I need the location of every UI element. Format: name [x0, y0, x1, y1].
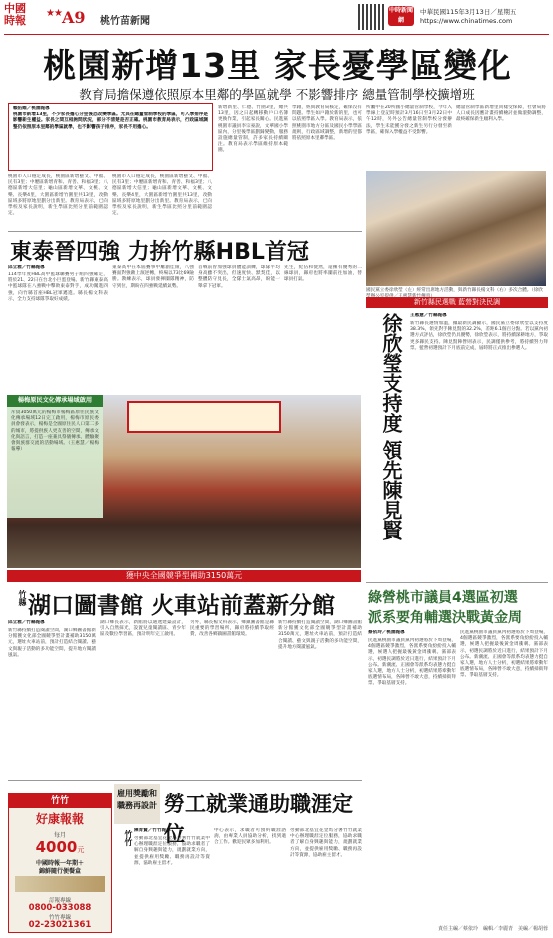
hbl-body: 首戰前曾加強球員體能訓練，球隊平均身高雖不突出，但速度快、默契佳，以整體防守見長，全隊士氣高昂，盼能一舉拿下冠軍。	[198, 265, 280, 289]
brand-badge: 中時新聞網	[388, 7, 413, 24]
hbl-body: 114學年度HBL高中籃球聯賽男子組四強確定，將於21、22日在台北小巨蛋登場。新竹縣東泰高中籃球隊在八強戰中擊敗東泰對手，成功闖進四強，向竹縣首座HBL冠軍邁進。縣長楊文科表示，全力支持球隊爭取好成績。	[8, 272, 108, 302]
ad-price-unit: 元	[77, 846, 85, 854]
region-tag: 竹縣	[18, 590, 27, 606]
ad-brand: 竹竹	[9, 794, 111, 808]
labor-body: 勞動部北基宜花金馬分署竹竹就業中心辦理職涯定位服務，協助求職者了解自身興趣與能力，規劃就業方向，並提供雇用獎勵、職務再設計等資源，協助雇主留才。	[134, 836, 210, 866]
labor-headline: 勞工就業通助職涯定位	[164, 792, 353, 846]
qr-code-icon[interactable]	[358, 4, 384, 30]
section-banner: 新竹縣民選戰 藍營對決民調	[366, 297, 548, 308]
ad-line: 中國時報一年期＋	[35, 860, 84, 867]
lead-headline: 桃園新增13里 家長憂學區變化	[43, 46, 512, 85]
lead-subheadline: 教育局擔保遵依照原本里鄰的學區就學 不影響排序 總量管制學校擴增班	[79, 87, 475, 102]
issue-date: 中華民國115年3月13日／星期五	[420, 8, 517, 16]
region-tag: 竹竹	[124, 830, 133, 846]
byline: 賴佑維／桃園報導	[13, 106, 50, 111]
subscription-ad[interactable]	[8, 793, 112, 933]
sidebar-title: 楊梅原民文化傳承場域啟用	[7, 395, 103, 407]
ad-phone-label: 竹竹專線	[48, 915, 71, 921]
labor-sidebar-tag: 雇用獎勵和職務再設計	[114, 784, 160, 824]
lead-body: 桃園市人口穩定成長，桃園區新增藝文、中福、民有3里；中壢區新增青和、青善、和福3里；八德區新增大信里；龜山區新增文華、文桃、文樂、長樂4里，大園區新增竹圍里共13里，改動區域多將原地里劃分出新里。教育局表示，已向學校及家長說明，新生學區比照分里前範圍認定。	[8, 174, 108, 217]
xu-headline: 徐欣瑩支持度 領先陳見賢	[379, 313, 403, 540]
header-divider	[4, 34, 549, 35]
byline: 邱立雅／竹縣報導	[8, 265, 45, 270]
ad-price-label: 每月	[53, 832, 66, 839]
byline: 王惠慧／竹縣報導	[410, 313, 447, 318]
ad-price: 4000	[35, 838, 78, 856]
ad-phone[interactable]: 0800-033088	[28, 903, 92, 913]
hbl-headline: 東泰晉四強 力拚竹縣HBL首冠	[10, 240, 309, 265]
site-url[interactable]: https://www.chinatimes.com	[420, 17, 513, 25]
hbl-body: 東泰高中在本屆賽事中屢創佳績，八強賽面對強敵上演逆轉，終場以73比69險勝。教練表示，球員發揮團隊精神，防守到位，期盼在四強戰延續氣勢。	[112, 265, 194, 289]
council-headline: 派系要角輔選決戰黃金周	[368, 610, 522, 626]
ad-phone[interactable]: 02-23021361	[28, 920, 92, 930]
lead-body: 學籍，經與教育局核定，確保沒有問題。學生如戶籍於新的里，也可以依照學區入學。教育局表示，依照桃園市地方分區及國民小學學區規則，行政區域調整，新增的里都將依照原本里鄰學區。	[292, 105, 362, 142]
star-icon: ★★	[46, 8, 62, 19]
section-name: 桃竹苗新聞	[100, 16, 150, 27]
divider	[366, 582, 548, 583]
divider	[8, 231, 362, 232]
news-photo	[366, 171, 546, 286]
sidebar-news-box	[7, 395, 103, 518]
newspaper-logo: 中國 時報	[4, 2, 26, 27]
lead-intro-box	[8, 103, 213, 171]
council-body: 民進黨桃園市議員黨內初選將於下周登場，4個選區競爭激烈，各派系要角紛紛投入輔選，候選人把握最後黃金周衝刺。黨部表示，初選民調將於近日進行，結果預計下月公布。新潮流、正國會等派系均表態力挺自家人選，地方人士分析，初選結果將牽動年底選情布局，各陣營不敢大意，持續掃街拜票、爭取基層支持。	[460, 630, 548, 679]
hbl-body: 先生，紀伍和使然，還擁有優秀的二線球員，縣府也將率團前往加油，替球員打氣。	[284, 265, 362, 283]
byline: 邱立雅／竹縣報導	[8, 620, 45, 625]
labor-body: 中心表示，求職者可預約職涯諮詢，由專業人員協助分析，找到適合工作。歡迎民眾多加利用。	[214, 828, 286, 846]
section-banner: 獲中央全國競爭型補助3150萬元	[7, 570, 361, 582]
library-body: 湖口鄉長表示，新館將以通透建築設計，引入自然採光，設置兒童閱讀區、青少年區及數位學習區，預計明年完工啟用。	[100, 620, 186, 638]
masthead	[0, 0, 553, 34]
xu-body: 新竹縣長選情加溫，據最新民調顯示，國民黨立委徐欣瑩以支持度38.3%，領先對手陳見賢的32.2%，差距6.1個百分點。若以黨內初選方式評估，徐欣瑩仍具優勢，徐欣瑩表示，將持續深耕地方，爭取更多縣民支持。陳見賢陣營則表示，民調僅供參考，將持續努力拜票。藍營初選預計下月底前完成，屆時將正式推出參選人。	[410, 321, 548, 351]
page-number: A9	[62, 8, 86, 27]
lunchbox-image	[15, 876, 105, 892]
editor-credits: 責任主編／蔡依玲 編輯／李麗青 美編／楊胡蓉	[437, 926, 548, 932]
lead-body: 新增新里、仁德、竹圍3里，總共13里，因之日起轉移動戶口名簿更換作業，引起家長關心。民進黨桃園市議員李宗豪說，文華國小學區內，分里後學區劃歸變動，服務設施總量管制，許多家長持續關注。教育局表示學區維持原本範圍。	[218, 105, 288, 154]
ad-line: 錦鮮隨行便餐盒	[38, 868, 81, 875]
lead-body: 總量管制學區新增里同樣受保障，社會局將人口成長因應計畫持續檢討並做滾動調整，最終確保新生順利入學。	[456, 105, 546, 123]
sidebar-body: 斥資3050萬元的楊梅市楊梅區原住民族文化傳承場域12日完工啟用，楊梅市原民委員會發表示，楊梅是全國原住民人口第二多的城市，將提供族人更友善的空間，傳承文化與語言，打造一座兼具祭儀傳承、體驗聚會與族群交流的活動場域。（王惠慧／楊梅報導）	[11, 410, 99, 453]
library-body: 新竹縣持續打造閱讀空間，湖口鄉圖書館新分館獲文化部全國競爭型計畫補助3150萬元，選址火車站前，預計打造結合閱讀、藝文與親子活動的多功能空間，提升地方閱讀風氣。	[278, 620, 362, 650]
lead-body: 桃園市人口穩定成長，桃園區新增藝文、中福、民有3里；中壢區新增青和、青善、和福3里；八德區新增大信里；龜山區新增文華、文桃、文樂、長樂4里，大園區新增竹圍里共13里，改動區域多將原地里劃分出新里。教育局表示，已向學校及家長說明，新生學區比照分里前範圍認定。	[112, 174, 212, 217]
library-headline: 湖口圖書館 火車站前蓋新分館	[28, 593, 336, 619]
ad-slogan: 好康報報	[35, 812, 84, 826]
byline: 陳育賢／竹竹報導	[134, 828, 171, 833]
photo-banner	[127, 401, 281, 433]
library-body: 新竹縣持續打造閱讀空間，湖口鄉圖書館新分館獲文化部全國競爭型計畫補助3150萬元，選址火車站前，預計打造結合閱讀、藝文與親子活動的多功能空間，提升地方閱讀風氣。	[8, 628, 96, 658]
labor-body: 勞動部北基宜花金馬分署竹竹就業中心辦理職涯定位服務，協助求職者了解自身興趣與能力，規劃就業方向，並提供雇用獎勵、職務再設計等資源，協助雇主留才。	[290, 828, 362, 858]
divider	[8, 780, 362, 781]
byline: 蔡依玲／桃園報導	[368, 630, 405, 635]
ad-phone-label: 訂報專線	[48, 898, 71, 904]
library-body: 另外，縣長楊文科表示，鄉鎮圖書館是縣民重要的學習場所，縣府將持續爭取經費，改善各鄉鎮圖書館環境。	[190, 620, 274, 638]
lead-body: 所屬中在20所國小總量管制學校，今年入學線上登記時預計3月16日至3月22日中午12時，另外公告總量管制學校分發辦法，學生未能獲分發之新生另行分發至新學區，確保入學權益不受影響。	[366, 105, 452, 135]
photo-caption: 國民黨立委徐欣瑩（左）經常出席地方活動，與新竹縣長楊文科（右）多次合體。（徐欣	[366, 288, 543, 293]
lead-intro: 桃園市新增13里，不少家長擔心分里後恐改變學區。尤其在總量管制學校的學區，可入學排序是影響新生權益。家長之間互相詢問狀況，部分不清楚是否正確。桃園市教育局表示，行政區域調整仍依照原本里鄰的學區就學，也不影響孩子排序，家長不用擔心。	[13, 112, 208, 130]
council-body: 民進黨桃園市議員黨內初選將於下周登場，4個選區競爭激烈，各派系要角紛紛投入輔選，候選人把握最後黃金周衝刺。黨部表示，初選民調將於近日進行，結果預計下月公布。新潮流、正國會等派系均表態力挺自家人選，地方人士分析，初選結果將牽動年底選情布局，各陣營不敢大意，持續掃街拜票、爭取基層支持。	[368, 638, 456, 687]
council-headline: 綠營桃市議員4選區初選	[368, 590, 518, 606]
